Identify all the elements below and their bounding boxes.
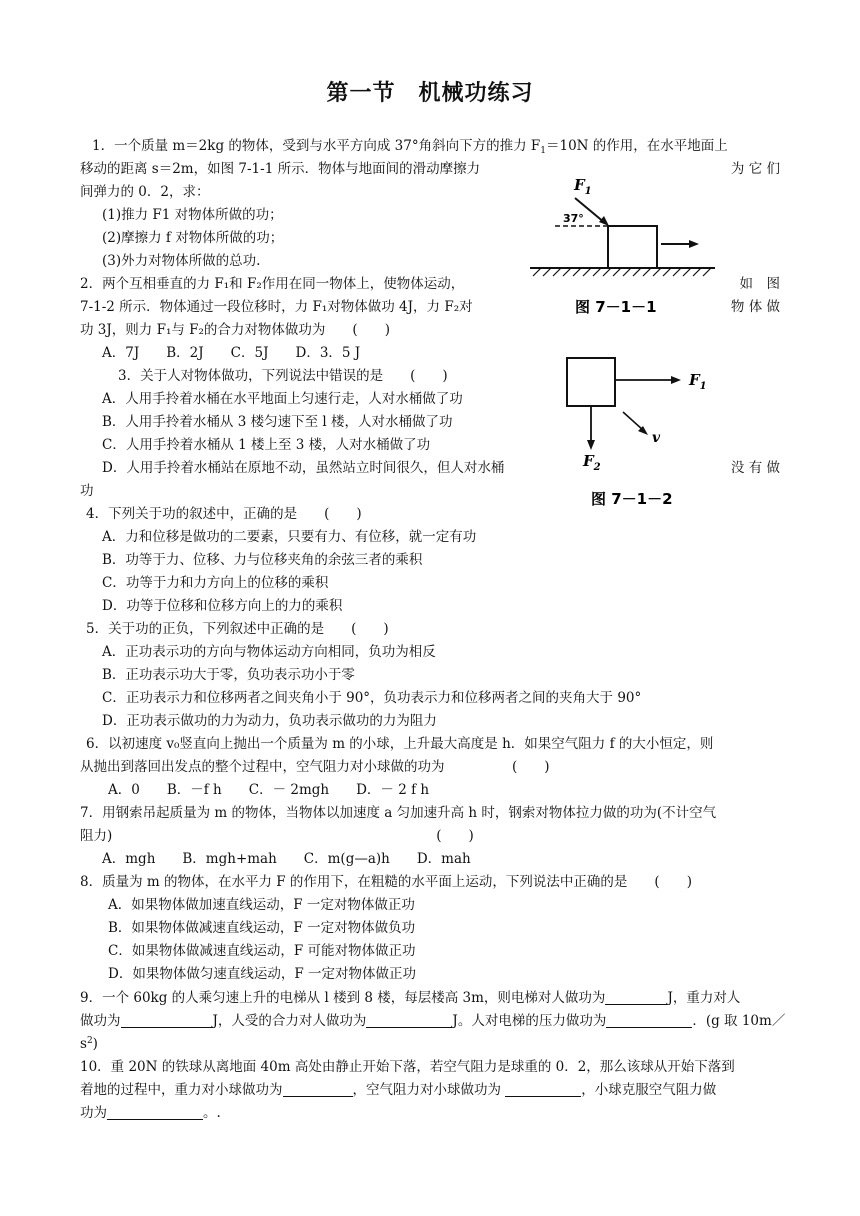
force-label: $F_1$ bbox=[574, 176, 592, 197]
q1-part2: (2)摩擦力 f 对物体所做的功； bbox=[102, 230, 284, 246]
q5-option-d: D．正功表示做功的力为动力，负功表示做功的力为阻力 bbox=[102, 713, 437, 729]
q6-line2: 从抛出到落回出发点的整个过程中，空气阻力对小球做的功为 ( ) bbox=[80, 759, 550, 775]
q9-line3: $s^2$) bbox=[80, 1036, 98, 1052]
q4-option-b: B．功等于力、位移、力与位移夹角的余弦三者的乘积 bbox=[102, 552, 423, 568]
q5-option-c: C．正功表示力和位移两者之间夹角小于 90°，负功表示力和位移两者之间的夹角大于 90° bbox=[102, 690, 642, 706]
q1-part1: (1)推力 F1 对物体所做的功； bbox=[102, 207, 283, 223]
ground-hatch bbox=[533, 268, 711, 276]
f1-label: $F_1$ bbox=[689, 371, 707, 392]
q9-blank-2[interactable] bbox=[121, 1013, 213, 1028]
q9-blank-3[interactable] bbox=[366, 1013, 452, 1028]
angle-label: 37° bbox=[563, 212, 584, 225]
q8-option-d: D．如果物体做匀速直线运动，F 一定对物体做正功 bbox=[108, 966, 416, 982]
q4-option-a: A．力和位移是做功的二要素，只要有力、有位移，就一定有功 bbox=[102, 529, 477, 545]
q10-blank-3[interactable] bbox=[107, 1105, 203, 1120]
q8-option-b: B．如果物体做减速直线运动，F 一定对物体做负功 bbox=[108, 920, 416, 936]
figure-caption: 图 7－1－2 bbox=[591, 490, 673, 508]
q1-line1: 1．一个质量 m＝2kg 的物体，受到与水平方向成 37°角斜向下方的推力 $F_1=10N$ 的作用，在水平地面上 bbox=[92, 138, 728, 156]
q3-option-b: B．人用手拎着水桶从 3 楼匀速下至 l 楼，人对水桶做了功 bbox=[102, 414, 453, 430]
page-title: 第一节 机械功练习 bbox=[326, 81, 534, 106]
block bbox=[567, 358, 615, 406]
q3-option-d: D．人用手拎着水桶站在原地不动，虽然站立时间很久，但人对水桶 bbox=[102, 460, 505, 476]
q4-option-d: D．功等于位移和位移方向上的力的乘积 bbox=[102, 598, 343, 614]
q1-line2-right: 为 它 们 bbox=[730, 161, 780, 177]
q8-option-c: C．如果物体做减速直线运动，F 可能对物体做正功 bbox=[108, 943, 416, 959]
q3-option-d-cont: 功 bbox=[80, 483, 94, 499]
q3-stem: 3．关于人对物体做功，下列说法中错误的是 ( ) bbox=[118, 368, 448, 384]
q5-option-a: A．正功表示功的方向与物体运动方向相同，负功为相反 bbox=[102, 644, 436, 660]
q7-line2: 阻力) ( ) bbox=[80, 828, 474, 844]
q10-line1: 10．重 20N 的铁球从离地面 40m 高处由静止开始下落，若空气阻力是球重的 0．2，那么该球从开始下落到 bbox=[80, 1059, 735, 1075]
figure-7-1-1-diagram bbox=[525, 166, 725, 316]
q3-option-c: C．人用手拎着水桶从 1 楼上至 3 楼，人对水桶做了功 bbox=[102, 437, 431, 453]
q3-option-a: A．人用手拎着水桶在水平地面上匀速行走，人对水桶做了功 bbox=[102, 391, 463, 407]
q10-blank-1[interactable] bbox=[283, 1082, 353, 1097]
q9-line1: 9．一个 60kg 的人乘匀速上升的电梯从 l 楼到 8 楼，每层楼高 3m，则电梯对人做功为 J，重力对人 bbox=[80, 990, 741, 1006]
q6-options: A．0 B．－f h C．－ 2mgh D．－ 2 f h bbox=[108, 782, 430, 798]
q2-line3: 功 3J，则力 F₁与 F₂的合力对物体做功为 ( ) bbox=[80, 322, 390, 338]
q7-line1: 7．用钢索吊起质量为 m 的物体，当物体以加速度 a 匀加速升高 h 时，钢索对物体拉力做的功为(不计空气 bbox=[80, 805, 717, 821]
q5-stem: 5．关于功的正负，下列叙述中正确的是 ( ) bbox=[86, 621, 389, 637]
q2-line2-right: 物 体 做 bbox=[730, 299, 780, 315]
figure-caption: 图 7－1－1 bbox=[575, 298, 657, 316]
q10-line3: 功为 。. bbox=[80, 1105, 221, 1121]
q4-stem: 4．下列关于功的叙述中，正确的是 ( ) bbox=[86, 506, 362, 522]
figure-7-1-2-diagram bbox=[555, 350, 725, 515]
q3-option-d-right: 没 有 做 bbox=[730, 460, 780, 476]
q5-option-b: B．正功表示功大于零，负功表示功小于零 bbox=[102, 667, 355, 683]
velocity-arrow bbox=[623, 412, 643, 430]
figure-7-1-1 bbox=[525, 166, 725, 316]
q9-line2: 做功为 J，人受的合力对人做功为 J。人对电梯的压力做功为 ．(g 取 10m／ bbox=[80, 1013, 786, 1029]
velocity-label: v bbox=[652, 430, 661, 446]
q2-line1: 2．两个互相垂直的力 F₁和 F₂作用在同一物体上，使物体运动， bbox=[80, 276, 465, 292]
q1-line2: 移动的距离 s＝2m，如图 7-1-1 所示．物体与地面间的滑动摩擦力 bbox=[80, 161, 481, 177]
f2-label: $F_2$ bbox=[583, 452, 601, 473]
q4-option-c: C．功等于力和力方向上的位移的乘积 bbox=[102, 575, 329, 591]
q1-part3: (3)外力对物体所做的总功. bbox=[102, 253, 261, 269]
q7-options: A．mgh B．mgh+mah C．m(g—a)h D．mah bbox=[102, 851, 471, 867]
q2-line2: 7-1-2 所示．物体通过一段位移时，力 F₁对物体做功 4J，力 F₂对 bbox=[80, 299, 473, 315]
q1-line3: 间弹力的 0．2，求： bbox=[80, 184, 210, 200]
q2-line1-right: 如 图 bbox=[739, 276, 780, 292]
q9-blank-1[interactable] bbox=[605, 990, 667, 1005]
block bbox=[608, 226, 657, 268]
q10-line2: 着地的过程中，重力对小球做功为 ，空气阻力对小球做功为 ，小球克服空气阻力做 bbox=[80, 1082, 717, 1098]
figure-7-1-2 bbox=[555, 350, 725, 515]
q8-stem: 8．质量为 m 的物体，在水平力 F 的作用下，在粗糙的水平面上运动，下列说法中正确的是 ( ) bbox=[80, 874, 692, 890]
q10-blank-2[interactable] bbox=[505, 1082, 581, 1097]
q2-options: A．7J B．2J C．5J D．3．5 J bbox=[102, 345, 361, 361]
q6-line1: 6．以初速度 v₀竖直向上抛出一个质量为 m 的小球，上升最大高度是 h．如果空气阻力 f 的大小恒定，则 bbox=[86, 736, 714, 752]
q8-option-a: A．如果物体做加速直线运动，F 一定对物体做正功 bbox=[108, 897, 415, 913]
q9-blank-4[interactable] bbox=[606, 1013, 692, 1028]
